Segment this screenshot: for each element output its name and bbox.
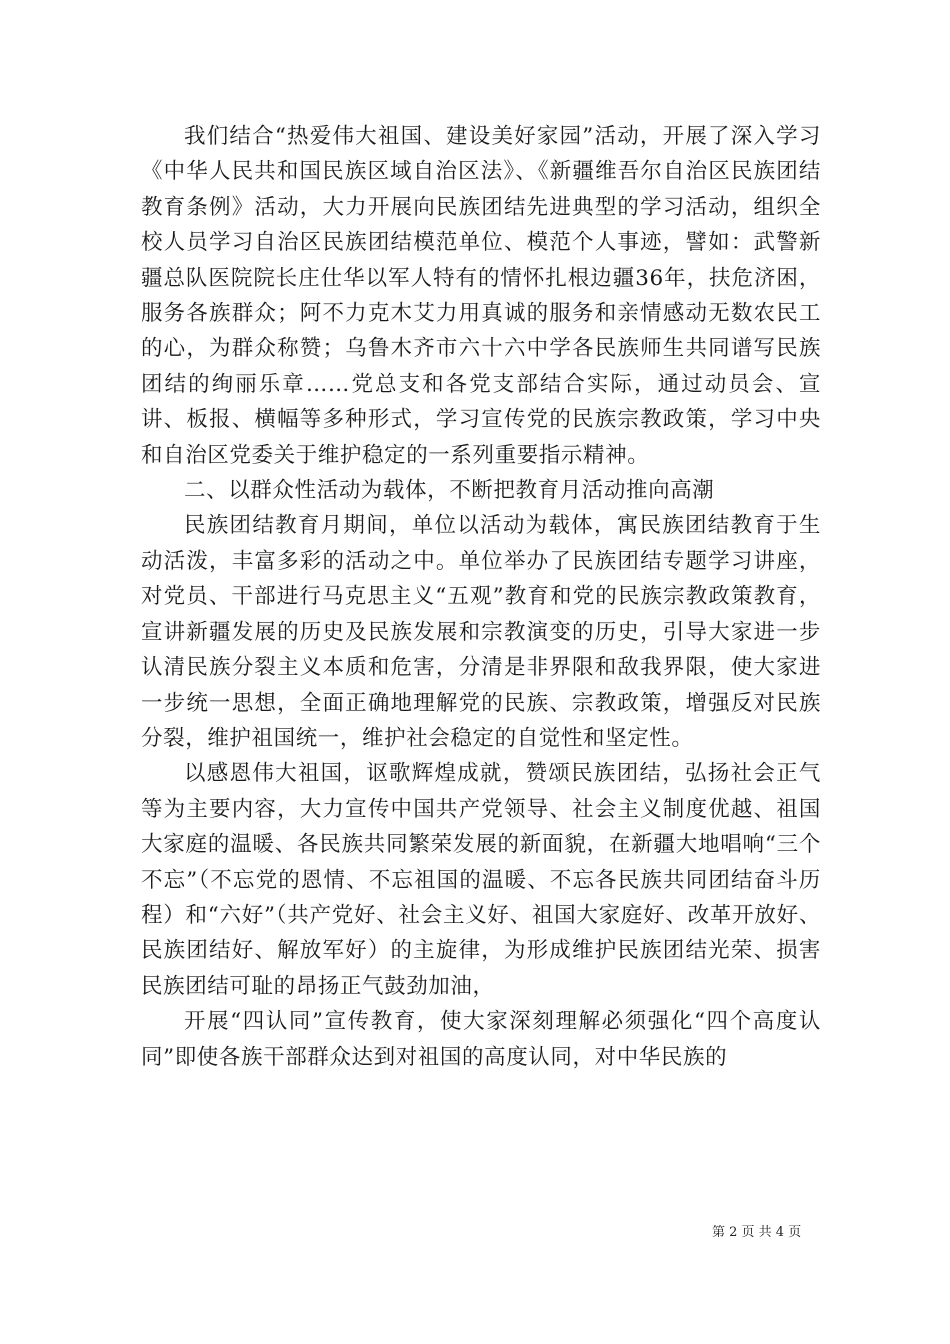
page-number-footer: 第 2 页 共 4 页 [712,1225,802,1240]
section-heading-2: 二、以群众性活动为载体，不断把教育月活动推向高潮 [184,478,715,504]
paragraph-3: 以感恩伟大祖国，讴歌辉煌成就，赞颂民族团结，弘扬社会正气等为主要内容，大力宣传中国共产党领导、社会主义制度优越、祖国大家庭的温暖、各民族共同繁荣发展的新面貌，在新疆大地唱响“三个不忘”（不忘党的恩情、不忘祖国的温暖、不忘各民族共同团结奋斗历程）和“六好”（共产党好、社会主义好、祖国大家庭好、改革开放好、民族团结好、解放军好）的主旋律，为形成维护民族团结光荣、损害民族团结可耻的昂扬正气鼓劲加油， [141,761,821,999]
paragraph-1: 我们结合“热爱伟大祖国、建设美好家园”活动，开展了深入学习《中华人民共和国民族区域自治区法》、《新疆维吾尔自治区民族团结教育条例》活动，大力开展向民族团结先进典型的学习活动，组织全校人员学习自治区民族团结模范单位、模范个人事迹，譬如：武警新疆总队医院院长庄仕华以军人特有的情怀扎根边疆36年，扶危济困，服务各族群众；阿不力克木艾力用真诚的服务和亲情感动无数农民工的心，为群众称赞；乌鲁木齐市六十六中学各民族师生共同谱写民族团结的绚丽乐章……党总支和各党支部结合实际，通过动员会、宣讲、板报、横幅等多种形式，学习宣传党的民族宗教政策，学习中央和自治区党委关于维护稳定的一系列重要指示精神。 [141,124,821,468]
document-body [141,119,821,1075]
paragraph-2: 民族团结教育月期间，单位以活动为载体，寓民族团结教育于生动活泼，丰富多彩的活动之中。单位举办了民族团结专题学习讲座，对党员、干部进行马克思主义“五观”教育和党的民族宗教政策教育，宣讲新疆发展的历史及民族发展和宗教演变的历史，引导大家进一步认清民族分裂主义本质和危害，分清是非界限和敌我界限，使大家进一步统一思想，全面正确地理解党的民族、宗教政策，增强反对民族分裂，维护祖国统一，维护社会稳定的自觉性和坚定性。 [141,513,821,751]
paragraph-4: 开展“四认同”宣传教育，使大家深刻理解必须强化“四个高度认同”即使各族干部群众达到对祖国的高度认同，对中华民族的 [141,1009,821,1070]
